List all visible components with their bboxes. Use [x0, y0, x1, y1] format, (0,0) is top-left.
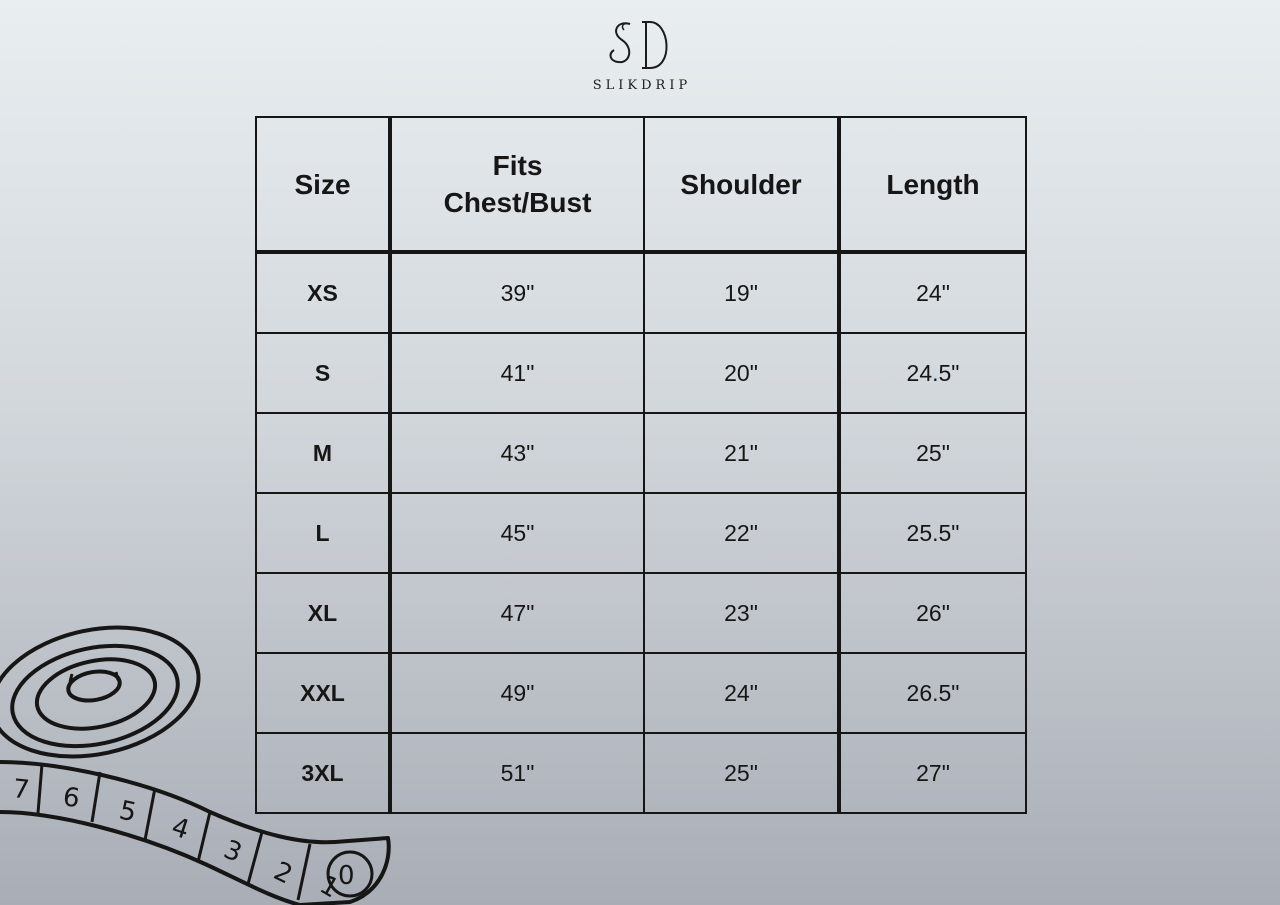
tape-number: 3: [219, 834, 246, 869]
tape-number: 1: [314, 870, 344, 905]
measuring-tape-icon: [0, 612, 400, 905]
length-cell: 25.5": [839, 493, 1026, 573]
sd-monogram-icon: [600, 14, 680, 76]
length-cell: 24": [839, 252, 1026, 333]
chest-cell: 49": [390, 653, 644, 733]
header-fits-chest-bust: [390, 117, 644, 252]
header-fits-line2: Chest/Bust: [443, 187, 592, 218]
header-fits-line1: Fits: [492, 150, 543, 181]
tape-number: 2: [268, 856, 297, 891]
length-cell: 24.5": [839, 333, 1026, 413]
table-row: [256, 252, 1026, 333]
shoulder-cell: 23": [644, 573, 839, 653]
header-shoulder: Shoulder: [644, 117, 839, 252]
shoulder-cell: 25": [644, 733, 839, 813]
length-cell: 25": [839, 413, 1026, 493]
size-cell: S: [256, 333, 390, 413]
tape-number: 0: [338, 861, 355, 891]
shoulder-cell: 22": [644, 493, 839, 573]
size-cell: XXL: [256, 653, 390, 733]
chest-cell: 43": [390, 413, 644, 493]
tape-number: 5: [116, 795, 139, 829]
length-cell: 26": [839, 573, 1026, 653]
table-header-row: [256, 117, 1026, 252]
shoulder-cell: 24": [644, 653, 839, 733]
size-cell: XL: [256, 573, 390, 653]
shoulder-cell: 21": [644, 413, 839, 493]
size-cell: 3XL: [256, 733, 390, 813]
shoulder-cell: 19": [644, 252, 839, 333]
chest-cell: 47": [390, 573, 644, 653]
size-cell: L: [256, 493, 390, 573]
length-cell: 26.5": [839, 653, 1026, 733]
shoulder-cell: 20": [644, 333, 839, 413]
table-row: [256, 413, 1026, 493]
length-cell: 27": [839, 733, 1026, 813]
chest-cell: 41": [390, 333, 644, 413]
brand-header: [0, 14, 1280, 93]
chest-cell: 45": [390, 493, 644, 573]
table-row: [256, 493, 1026, 573]
header-size: Size: [256, 117, 390, 252]
size-cell: M: [256, 413, 390, 493]
brand-name: SLIKDRIP: [592, 78, 692, 93]
tape-number: 4: [167, 812, 193, 846]
tape-number: 7: [11, 774, 31, 806]
chest-cell: 39": [390, 252, 644, 333]
size-cell: XS: [256, 252, 390, 333]
header-length: Length: [839, 117, 1026, 252]
tape-number: 6: [61, 782, 82, 815]
chest-cell: 51": [390, 733, 644, 813]
table-row: [256, 333, 1026, 413]
